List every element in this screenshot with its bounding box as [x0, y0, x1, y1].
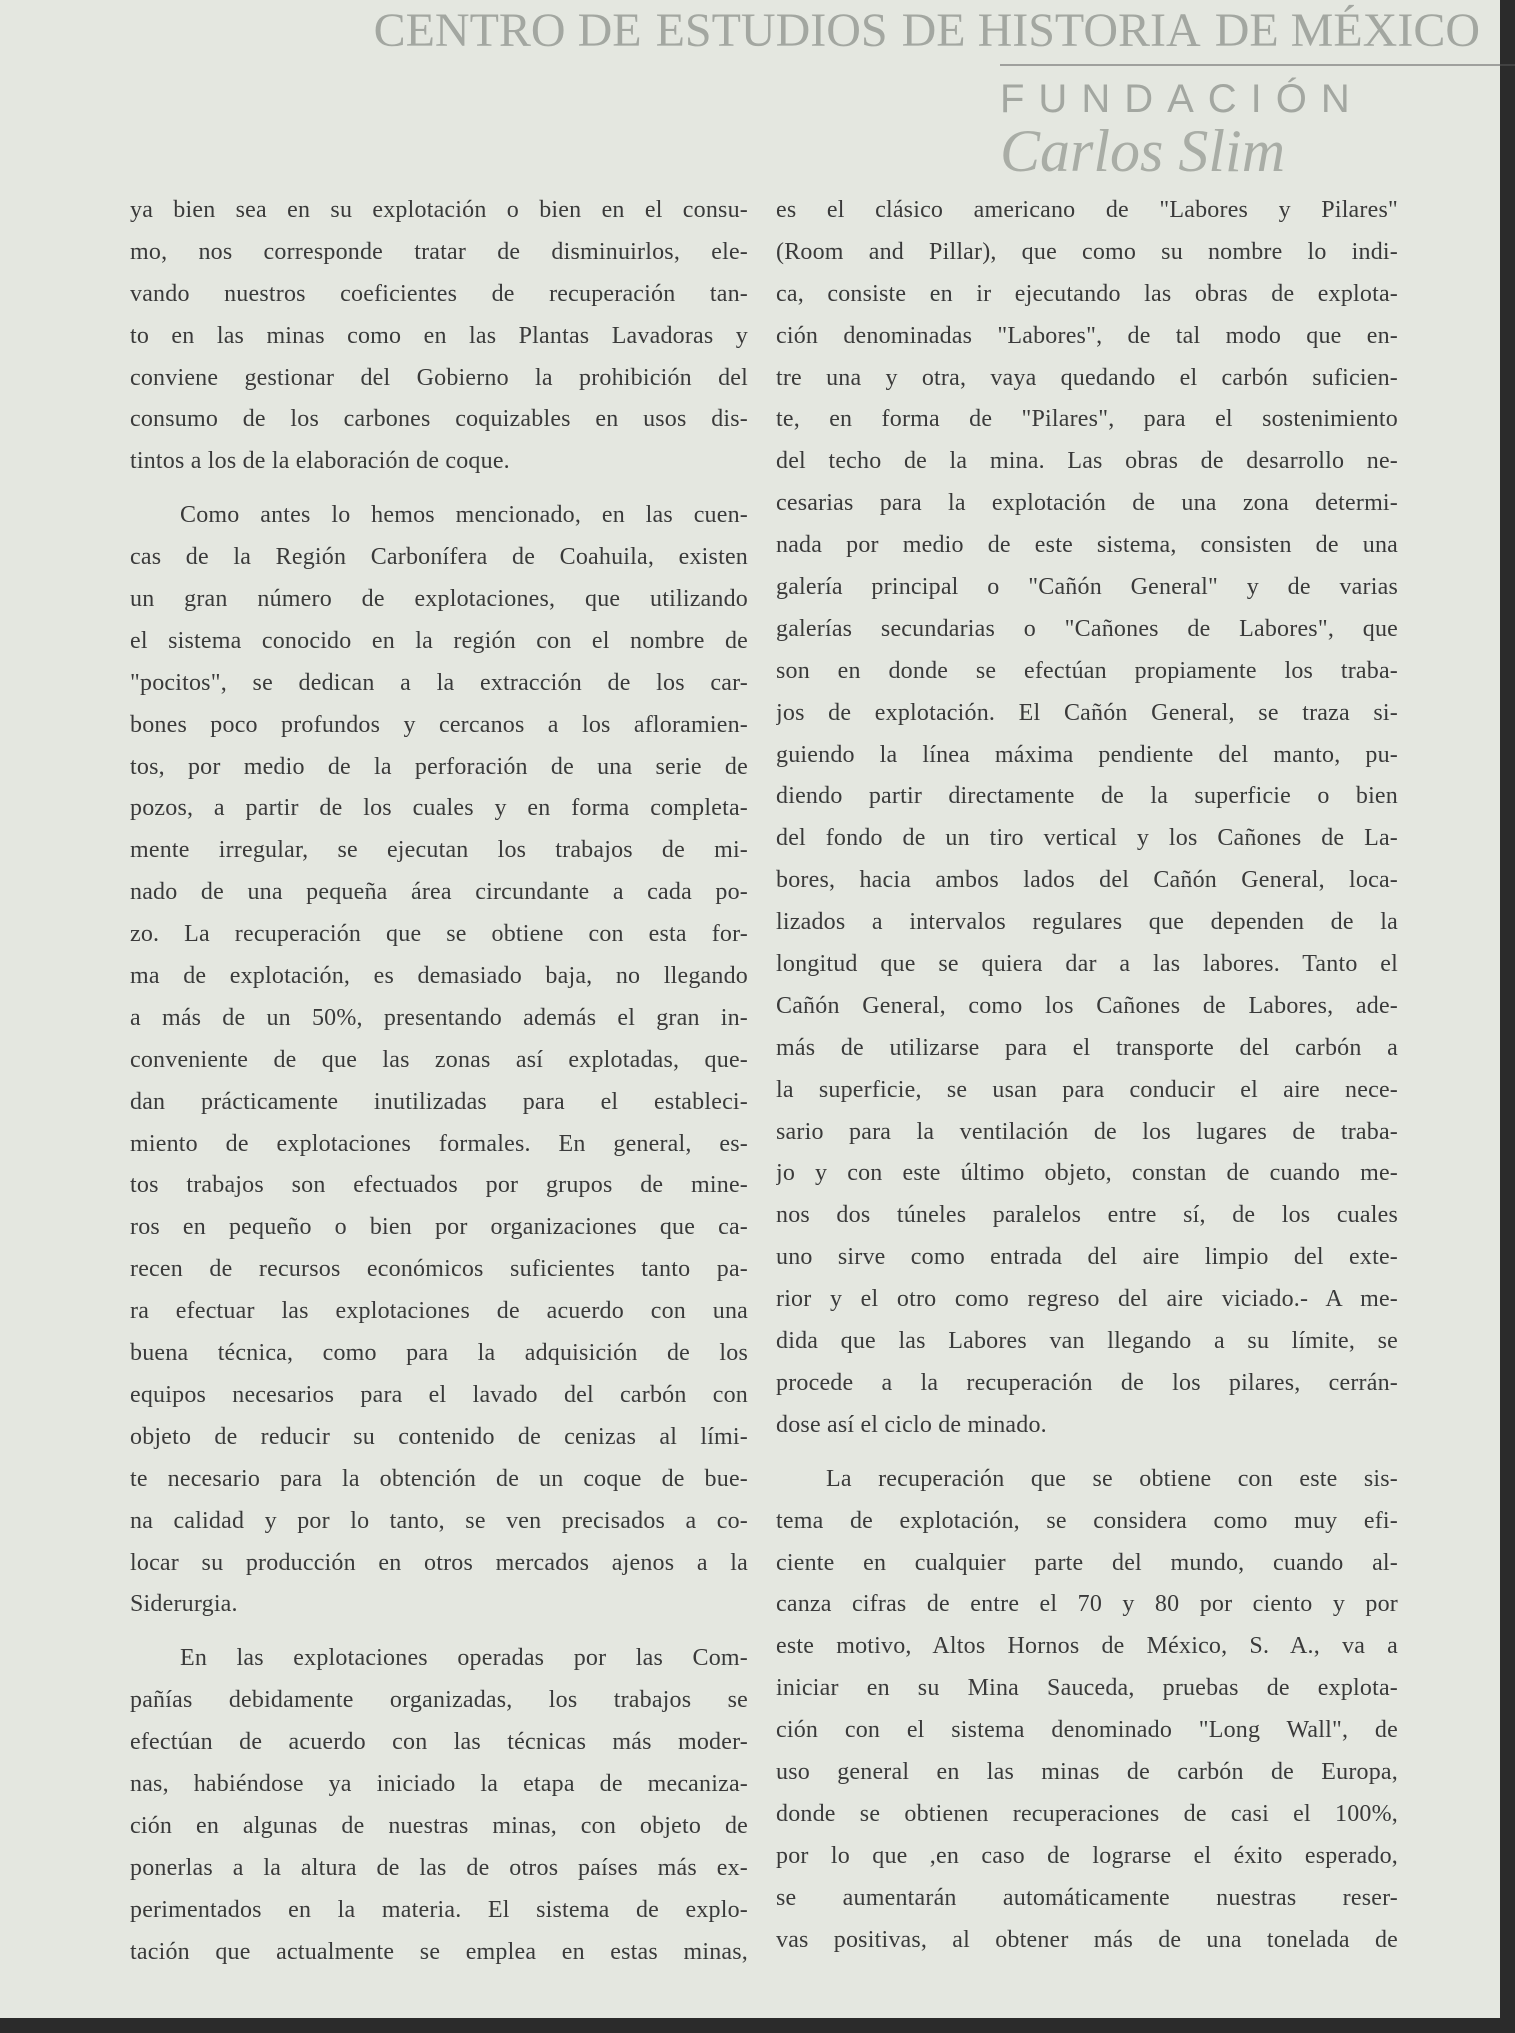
text-line: conviene gestionar del Gobierno la prohibición del: [130, 364, 748, 391]
text-line: tintos a los de la elaboración de coque.: [130, 448, 510, 475]
text-line: mo, nos corresponde tratar de disminuirlos, ele-: [130, 238, 748, 265]
text-line: cas de la Región Carbonífera de Coahuila, existen: [130, 544, 748, 571]
text-line: (Room and Pillar), que como su nombre lo indi-: [776, 238, 1398, 265]
text-line: ca, consiste en ir ejecutando las obras de explota-: [776, 280, 1398, 307]
text-line: lizados a intervalos regulares que dependen de la: [776, 909, 1398, 936]
paragraph: [776, 190, 1398, 1447]
watermark: [360, 4, 1480, 58]
text-line: bores, hacia ambos lados del Cañón General, loca-: [776, 867, 1398, 894]
text-line: dida que las Labores van llegando a su límite, se: [776, 1328, 1398, 1355]
text-line: es el clásico americano de "Labores y Pilares": [776, 197, 1398, 223]
text-line: longitud que se quiera dar a las labores. Tanto el: [776, 951, 1398, 978]
text-line: miento de explotaciones formales. En general, es-: [130, 1130, 748, 1157]
text-line: recen de recursos económicos suficientes tanto pa-: [130, 1256, 748, 1283]
text-line: perimentados en la materia. El sistema de explo-: [130, 1896, 748, 1923]
right-column: [776, 190, 1398, 1973]
paragraph: [130, 1638, 748, 1973]
text-line: sario para la ventilación de los lugares de traba-: [776, 1118, 1398, 1145]
text-line: locar su producción en otros mercados ajenos a la: [130, 1549, 748, 1576]
text-line: bones poco profundos y cercanos a los afloramien-: [130, 711, 748, 738]
text-line: rior y el otro como regreso del aire viciado.- A me-: [776, 1286, 1398, 1313]
text-line: guiendo la línea máxima pendiente del manto, pu-: [776, 741, 1398, 768]
text-line: por lo que ,en caso de lograrse el éxito esperado,: [776, 1842, 1398, 1869]
text-line: galería principal o "Cañón General" y de varias: [776, 574, 1398, 601]
text-line: ción con el sistema denominado "Long Wall", de: [776, 1717, 1398, 1744]
text-line: tos trabajos son efectuados por grupos de mine-: [130, 1172, 748, 1199]
text-line: galerías secundarias o "Cañones de Labores", que: [776, 615, 1398, 642]
text-line: a más de un 50%, presentando además el gran in-: [130, 1004, 748, 1031]
text-line: ción denominadas "Labores", de tal modo que en-: [776, 322, 1398, 349]
text-line: un gran número de explotaciones, que utilizando: [130, 586, 748, 613]
text-line: Cañón General, como los Cañones de Labores, ade-: [776, 992, 1398, 1019]
text-line: pozos, a partir de los cuales y en forma completa-: [130, 795, 748, 822]
text-line: equipos necesarios para el lavado del carbón con: [130, 1381, 748, 1408]
text-line: tre una y otra, vaya quedando el carbón suficien-: [776, 364, 1398, 391]
text-line: nas, habiéndose ya iniciado la etapa de mecaniza-: [130, 1770, 748, 1797]
text-line: ponerlas a la altura de las de otros países más ex-: [130, 1854, 748, 1881]
watermark-line: ESTUDIOS: [655, 4, 888, 57]
text-line: procede a la recuperación de los pilares, cerrán-: [776, 1369, 1398, 1396]
text-line: nada por medio de este sistema, consisten de una: [776, 532, 1398, 559]
text-line: ya bien sea en su explotación o bien en el consu-: [130, 197, 748, 223]
text-line: ra efectuar las explotaciones de acuerdo con una: [130, 1298, 748, 1325]
text-line: dose así el ciclo de minado.: [776, 1411, 1047, 1438]
text-line: ciente en cualquier parte del mundo, cuando al-: [776, 1549, 1398, 1576]
text-line: consumo de los carbones coquizables en usos dis-: [130, 406, 748, 433]
text-line: tos, por medio de la perforación de una serie de: [130, 753, 748, 780]
text-line: dan prácticamente inutilizadas para el estableci-: [130, 1088, 748, 1115]
text-line: jo y con este último objeto, constan de cuando me-: [776, 1160, 1398, 1187]
text-line: objeto de reducir su contenido de cenizas al lími-: [130, 1423, 748, 1450]
text-line: canza cifras de entre el 70 y 80 por ciento y por: [776, 1591, 1398, 1618]
text-line: "pocitos", se dedican a la extracción de los car-: [130, 669, 748, 696]
text-line: tación que actualmente se emplea en estas minas,: [130, 1938, 748, 1965]
text-line: se aumentarán automáticamente nuestras reser-: [776, 1884, 1398, 1911]
paragraph: [130, 495, 748, 1626]
watermark-line: CENTRO DE: [373, 4, 642, 57]
watermark-fundacion: FUNDACIÓN: [1000, 77, 1364, 121]
text-line: más de utilizarse para el transporte del carbón a: [776, 1034, 1398, 1061]
text-line: uso general en las minas de carbón de Europa,: [776, 1758, 1398, 1785]
text-line: efectúan de acuerdo con las técnicas más moder-: [130, 1729, 748, 1756]
paragraph: [776, 1459, 1398, 1962]
text-line: uno sirve como entrada del aire limpio del exte-: [776, 1244, 1398, 1271]
text-line: vas positivas, al obtener más de una tonelada de: [776, 1926, 1398, 1953]
text-line: ción en algunas de nuestras minas, con objeto de: [130, 1812, 748, 1839]
text-line: to en las minas como en las Plantas Lavadoras y: [130, 322, 748, 349]
text-line: te, en forma de "Pilares", para el sostenimiento: [776, 406, 1398, 433]
watermark-line: DE HISTORIA: [901, 4, 1201, 57]
text-line: del fondo de un tiro vertical y los Cañones de La-: [776, 825, 1398, 852]
text-line: jos de explotación. El Cañón General, se traza si-: [776, 699, 1398, 726]
text-line: la superficie, se usan para conducir el aire nece-: [776, 1076, 1398, 1103]
text-line: ma de explotación, es demasiado baja, no llegando: [130, 963, 748, 990]
text-line: son en donde se efectúan propiamente los traba-: [776, 657, 1398, 684]
text-line: mente irregular, se ejecutan los trabajos de mi-: [130, 837, 748, 864]
text-line: La recuperación que se obtiene con este sis-: [826, 1465, 1398, 1492]
text-line: te necesario para la obtención de un coque de bue-: [130, 1465, 748, 1492]
text-line: el sistema conocido en la región con el nombre de: [130, 627, 748, 654]
text-line: del techo de la mina. Las obras de desarrollo ne-: [776, 448, 1398, 475]
text-line: vando nuestros coeficientes de recuperación tan-: [130, 280, 748, 307]
text-line: pañías debidamente organizadas, los trabajos se: [130, 1687, 748, 1714]
text-line: este motivo, Altos Hornos de México, S. A., va a: [776, 1633, 1398, 1660]
watermark-line: DE MÉXICO: [1214, 4, 1480, 57]
text-line: Siderurgia.: [130, 1591, 238, 1618]
text-line: tema de explotación, se considera como muy efi-: [776, 1507, 1398, 1534]
text-line: na calidad y por lo tanto, se ven precisados a co-: [130, 1507, 748, 1534]
text-line: conveniente de que las zonas así explotadas, que-: [130, 1046, 748, 1073]
text-line: diendo partir directamente de la superficie o bien: [776, 783, 1398, 810]
text-line: cesarias para la explotación de una zona determi-: [776, 490, 1398, 517]
left-column: [130, 190, 748, 1985]
watermark-signature: Carlos Slim: [1000, 118, 1286, 184]
paragraph: [130, 190, 748, 483]
text-line: ros en pequeño o bien por organizaciones que ca-: [130, 1214, 748, 1241]
text-line: iniciar en su Mina Sauceda, pruebas de explota-: [776, 1675, 1398, 1702]
text-line: En las explotaciones operadas por las Com-: [180, 1645, 748, 1672]
text-line: nado de una pequeña área circundante a cada po-: [130, 879, 748, 906]
watermark-divider: [1000, 64, 1515, 66]
text-line: buena técnica, como para la adquisición de los: [130, 1340, 748, 1367]
text-line: zo. La recuperación que se obtiene con esta for-: [130, 921, 748, 948]
text-line: Como antes lo hemos mencionado, en las cuen-: [180, 502, 748, 529]
text-line: donde se obtienen recuperaciones de casi el 100%,: [776, 1800, 1398, 1827]
text-line: nos dos túneles paralelos entre sí, de los cuales: [776, 1202, 1398, 1229]
